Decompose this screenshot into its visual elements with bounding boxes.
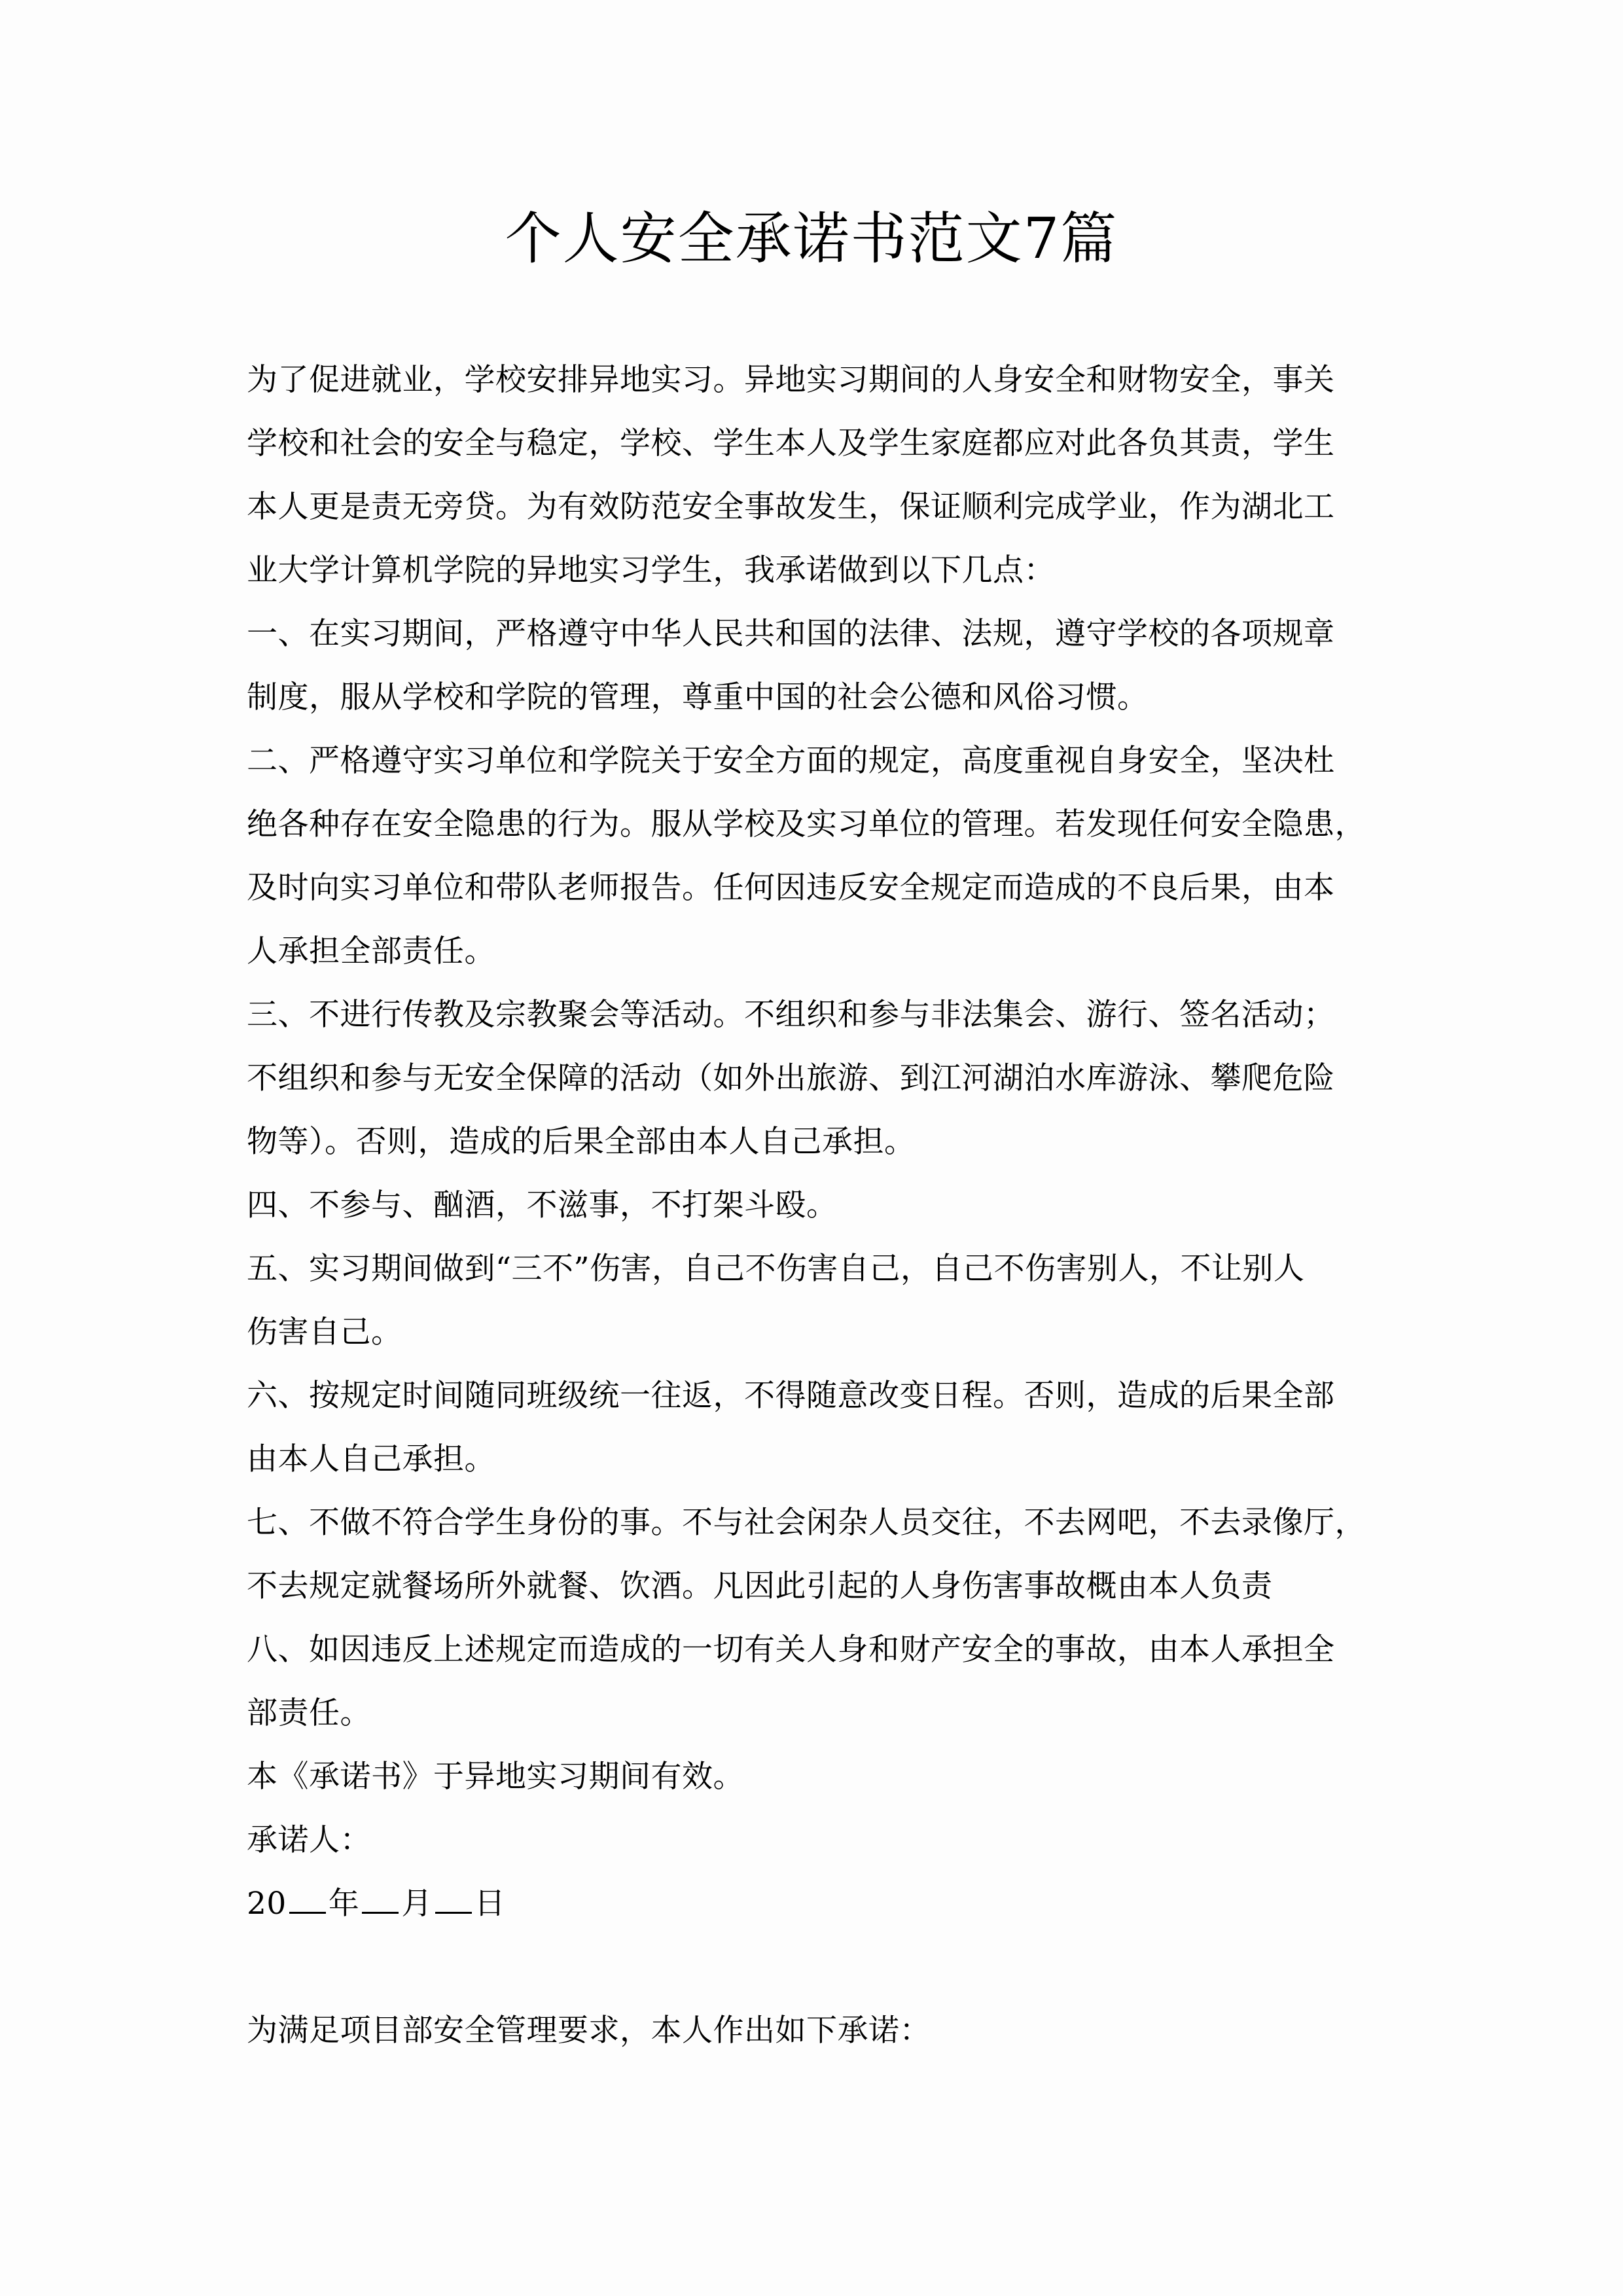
commitment-item-1 — [247, 602, 1379, 729]
text-line: 部责任。 — [247, 1695, 371, 1731]
year-blank — [289, 1886, 326, 1914]
text-line: 四、不参与、酗酒，不滋事，不打架斗殴。 — [247, 1187, 838, 1223]
commitment-item-4 — [247, 1174, 1379, 1237]
second-letter-intro: 为满足项目部安全管理要求，本人作出如下承诺： — [247, 2013, 931, 2049]
text-line: 本人更是责无旁贷。为有效防范安全事故发生，保证顺利完成学业，作为湖北工 — [247, 489, 1335, 525]
text-line: 一、在实习期间，严格遵守中华人民共和国的法律、法规，遵守学校的各项规章 — [247, 616, 1335, 652]
commitment-item-3 — [247, 983, 1379, 1174]
year-label: 年 — [328, 1886, 360, 1922]
commitment-item-7 — [247, 1491, 1379, 1618]
signer-label: 承诺人： — [247, 1822, 371, 1858]
section-gap — [247, 1935, 1379, 1999]
signature-date — [247, 1872, 1379, 1935]
commitment-item-5 — [247, 1237, 1379, 1364]
intro-paragraph — [247, 348, 1379, 602]
date-prefix: 20 — [247, 1886, 287, 1922]
validity-statement: 本《承诺书》于异地实习期间有效。 — [247, 1759, 744, 1795]
text-line: 不组织和参与无安全保障的活动（如外出旅游、到江河湖泊水库游泳、攀爬危险 — [247, 1060, 1335, 1096]
text-line: 业大学计算机学院的异地实习学生，我承诺做到以下几点： — [247, 552, 1055, 588]
commitment-item-8 — [247, 1618, 1379, 1745]
text-line: 及时向实习单位和带队老师报告。任何因违反安全规定而造成的不良后果，由本 — [247, 870, 1335, 906]
text-line: 三、不进行传教及宗教聚会等活动。不组织和参与非法集会、游行、签名活动； — [247, 997, 1335, 1033]
text-line: 学校和社会的安全与稳定，学校、学生本人及学生家庭都应对此各负其责，学生 — [247, 425, 1335, 461]
document-title: 个人安全承诺书范文7篇 — [505, 206, 1118, 272]
text-line: 七、不做不符合学生身份的事。不与社会闲杂人员交往，不去网吧，不去录像厅， — [247, 1505, 1366, 1541]
text-line: 八、如因违反上述规定而造成的一切有关人身和财产安全的事故，由本人承担全 — [247, 1632, 1335, 1668]
text-line: 二、严格遵守实习单位和学院关于安全方面的规定，高度重视自身安全，坚决杜 — [247, 743, 1335, 779]
text-line: 由本人自己承担。 — [247, 1441, 495, 1477]
text-line: 伤害自己。 — [247, 1314, 402, 1350]
text-line: 为了促进就业，学校安排异地实习。异地实习期间的人身安全和财物安全，事关 — [247, 362, 1335, 398]
text-line: 五、实习期间做到“三不”伤害，自己不伤害自己，自己不伤害别人，不让别人 — [247, 1251, 1305, 1287]
day-label: 日 — [474, 1886, 506, 1922]
text-line: 绝各种存在安全隐患的行为。服从学校及实习单位的管理。若发现任何安全隐患， — [247, 806, 1366, 842]
text-line: 不去规定就餐场所外就餐、饮酒。凡因此引起的人身伤害事故概由本人负责 — [247, 1568, 1273, 1604]
text-line: 物等）。否则，造成的后果全部由本人自己承担。 — [247, 1124, 916, 1160]
text-line: 六、按规定时间随同班级统一往返，不得随意改变日程。否则，造成的后果全部 — [247, 1378, 1335, 1414]
text-line: 制度，服从学校和学院的管理，尊重中国的社会公德和风俗习惯。 — [247, 679, 1149, 715]
commitment-item-2 — [247, 729, 1379, 983]
month-label: 月 — [401, 1886, 433, 1922]
commitment-item-6 — [247, 1364, 1379, 1491]
month-blank — [362, 1886, 399, 1914]
document-body — [247, 348, 1379, 2062]
text-line: 人承担全部责任。 — [247, 933, 495, 969]
day-blank — [435, 1886, 472, 1914]
